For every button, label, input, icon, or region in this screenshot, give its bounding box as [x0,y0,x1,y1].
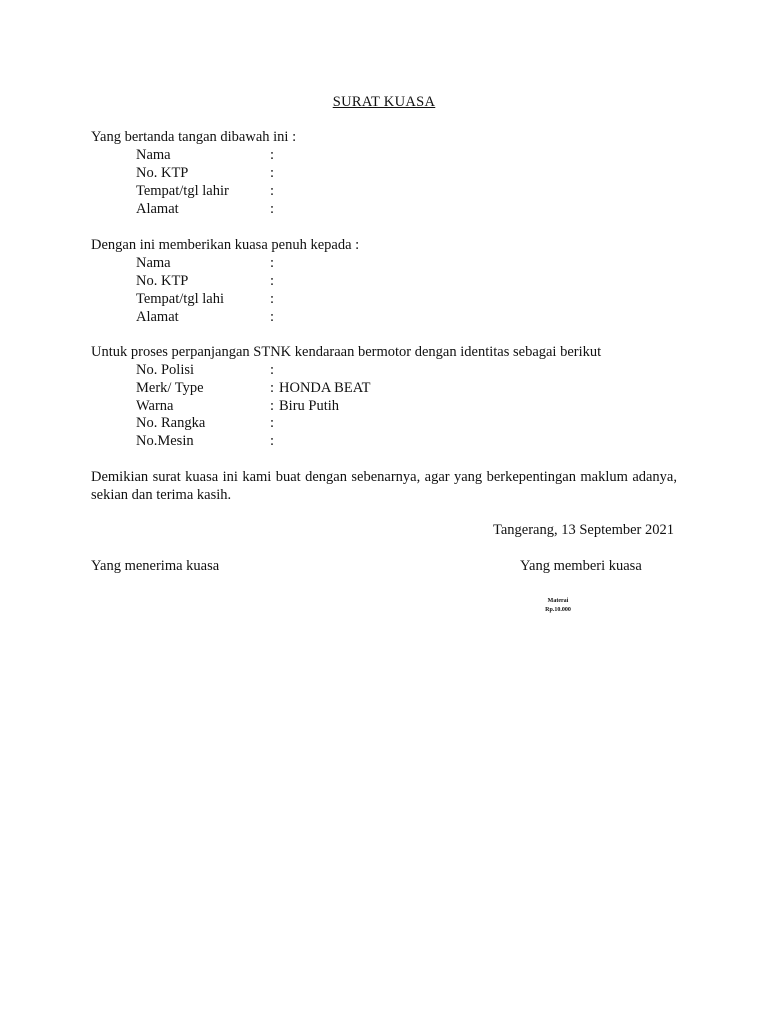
section2-intro: Dengan ini memberikan kuasa penuh kepada : [91,237,360,253]
field-label: Merk/ Type [136,380,204,396]
field-label: No. Rangka [136,415,206,431]
field-colon: : [270,291,275,307]
field-label: Tempat/tgl lahir [136,183,229,199]
section3-intro: Untuk proses perpanjangan STNK kendaraan bermotor dengan identitas sebagai berikut [91,344,602,360]
stamp-line-2: Rp.10.000 [545,607,571,613]
field-label: No. KTP [136,165,189,181]
field-label: No. Polisi [136,362,195,378]
field-colon: : [270,201,275,217]
field-colon: : [270,362,275,378]
field-colon: : [270,380,275,396]
field-label: Tempat/tgl lahi [136,291,224,307]
place-date: Tangerang, 13 September 2021 [493,522,674,538]
field-label: Alamat [136,201,179,217]
field-value: Biru Putih [279,398,340,414]
field-colon: : [270,183,275,199]
field-label: No. KTP [136,273,189,289]
field-label: No.Mesin [136,433,194,449]
field-label: Warna [136,398,174,414]
field-colon: : [270,255,275,271]
field-label: Alamat [136,309,179,325]
giver-signature-label: Yang memberi kuasa [520,558,642,574]
field-label: Nama [136,255,171,271]
field-colon: : [270,165,275,181]
closing-paragraph: Demikian surat kuasa ini kami buat dengan sebenarnya, agar yang berkepentingan maklum adanya, sekian dan terima kasih. [91,469,677,503]
field-label: Nama [136,147,171,163]
field-colon: : [270,433,275,449]
field-colon: : [270,398,275,414]
stamp-line-1: Materai [547,598,569,604]
field-colon: : [270,147,275,163]
stamp-duty-label [530,597,586,615]
receiver-signature-label: Yang menerima kuasa [91,558,220,574]
field-colon: : [270,273,275,289]
field-value: HONDA BEAT [279,380,371,396]
field-colon: : [270,415,275,431]
field-colon: : [270,309,275,325]
section1-intro: Yang bertanda tangan dibawah ini : [91,129,297,145]
document-title: SURAT KUASA [332,94,436,110]
